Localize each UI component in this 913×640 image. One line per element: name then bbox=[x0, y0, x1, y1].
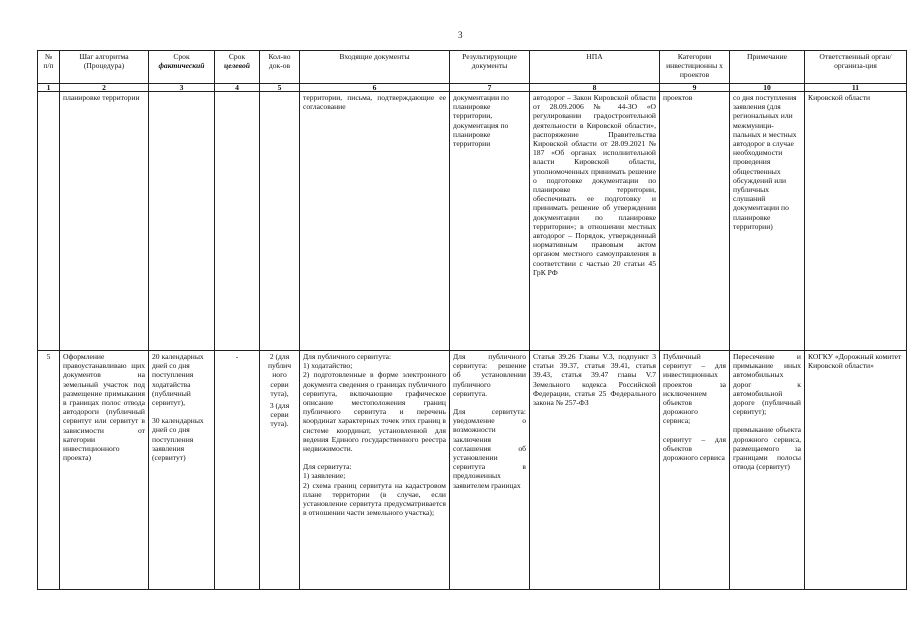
header-row bbox=[38, 51, 907, 84]
header-npa: НПА bbox=[530, 51, 660, 84]
header-note: Примечание bbox=[730, 51, 805, 84]
cell-doc-count bbox=[260, 351, 300, 590]
col-number: 6 bbox=[300, 84, 450, 92]
cell-srok-cel: - bbox=[215, 351, 260, 590]
incoming-line: 2) схема границ сервитута на кадастровом плане территории (в случае, если установление сервитута предусматривается в отношении части земельного участка); bbox=[303, 480, 446, 518]
cell-srok-cel bbox=[215, 92, 260, 351]
cell-npa: автодорог – Закон Кировской области от 28.09.2006 № 44-ЗО «О регулировании градостроительной деятельности в Кировской области», распоряжение Правительства Кировской области от 28.09.2021 № 187 «Об органах исполнительной власти Кировской области, уполномоченных принимать решение о подготовке документации по планировке территории, обеспечивать ее подготовку и принимать решение об утверждении документации по планировке территории»; в отношении местных автодорог – Порядок, утвержденный нормативным правовым актом органом местного самоуправления в соответствии с частью 20 статьи 45 ГрК РФ bbox=[530, 92, 660, 351]
header-srok-fact: Срок фактический bbox=[149, 51, 215, 84]
header-categories: Категории инвестиционны х проектов bbox=[660, 51, 730, 84]
cell-step: планировке территории bbox=[60, 92, 149, 351]
col-number: 8 bbox=[530, 84, 660, 92]
cell-category bbox=[660, 351, 730, 590]
category-line: сервитут – для объектов дорожного сервиса bbox=[663, 434, 726, 463]
srok-fact-line: 30 календарных дней со дня поступления заявления (сервитут) bbox=[152, 416, 204, 463]
cell-step: Оформление правоустанавливаю щих документов на земельный участок под размещение примыкания в границах полос отвода автодороги (публичный сервитут или сервитут в зависимости от категории инвестиционного проекта) bbox=[60, 351, 149, 590]
header-org: Ответственный орган/организа-ция bbox=[805, 51, 907, 84]
category-line: Публичный сервитут – для инвестиционных проектов за исключением объектов дорожного сервиса; bbox=[663, 352, 726, 426]
cell-num: 5 bbox=[38, 351, 60, 590]
col-number: 7 bbox=[450, 84, 530, 92]
header-srok-cel: Срок целевой bbox=[215, 51, 260, 84]
col-number: 9 bbox=[660, 84, 730, 92]
incoming-line: 1) ходатайство; bbox=[303, 361, 353, 371]
cell-category: проектов bbox=[660, 92, 730, 351]
result-line: Для публичного сервитута: решение об установлении публичного сервитута. bbox=[453, 352, 526, 398]
cell-note: со дня поступления заявления (для региональных или межмуници-пальных и местных автодорог в случае необходимости проведения общественных обсуждений или публичных слушаний документации по планировке территории) bbox=[730, 92, 805, 351]
header-doc-count: Кол-во док-ов bbox=[260, 51, 300, 84]
cell-incoming-docs bbox=[300, 351, 450, 590]
doc-count-line: 2 (для публич ного серви тута), bbox=[267, 352, 292, 398]
col-number: 11 bbox=[805, 84, 907, 92]
header-num: № п/п bbox=[38, 51, 60, 84]
incoming-line: Для сервитута: bbox=[303, 462, 352, 472]
col-number: 4 bbox=[215, 84, 260, 92]
col-number: 5 bbox=[260, 84, 300, 92]
cell-srok-fact bbox=[149, 351, 215, 590]
col-number: 3 bbox=[149, 84, 215, 92]
note-line: примыкание объекта дорожного сервиса, размещаемого за границами полосы отвода (сервитут) bbox=[733, 425, 801, 472]
page-number: 3 bbox=[458, 30, 463, 40]
srok-fact-line: 20 календарных дней со дня поступления ходатайства (публичный сервитут), bbox=[152, 352, 204, 408]
cell-doc-count bbox=[260, 92, 300, 351]
result-line: Для сервитута: уведомление о возможности заключения соглашения об установлении сервитута в предложенных заявителем границах bbox=[453, 407, 526, 490]
col-number: 10 bbox=[730, 84, 805, 92]
note-line: Пересечение и примыкание иных автомобильных дорог к автомобильной дороге (публичный сервитут); bbox=[733, 352, 801, 417]
table-row bbox=[38, 92, 907, 351]
procedure-table bbox=[37, 50, 907, 590]
cell-npa: Статья 39.26 Главы V.3, подпункт 3 статьи 39.37, статья 39.41, статья 39.43, статья 39.47 главы V.7 Земельного кодекса Российской Федерации, статья 25 Федерального закона № 257-ФЗ bbox=[530, 351, 660, 590]
cell-note bbox=[730, 351, 805, 590]
incoming-line: Для публичного сервитута: bbox=[303, 352, 392, 361]
doc-count-line: 3 (для серви тута). bbox=[269, 401, 290, 429]
incoming-line: 1) заявление; bbox=[303, 471, 346, 481]
incoming-line: 2) подготовленные в форме электронного документа сведения о границах публичного сервитута, включающие графическое описание местоположения границ публичного сервитута и перечень координат характерных точек этих границ в системе координат, установленной для ведения Единого государственного реестра недвижимости. bbox=[303, 370, 446, 454]
column-number-row bbox=[38, 84, 907, 92]
cell-incoming-docs: территории, письма, подтверждающие ее согласование bbox=[300, 92, 450, 351]
cell-org: Кировской области bbox=[805, 92, 907, 351]
cell-num bbox=[38, 92, 60, 351]
col-number: 1 bbox=[38, 84, 60, 92]
header-result-docs: Результирующие документы bbox=[450, 51, 530, 84]
header-incoming-docs: Входящие документы bbox=[300, 51, 450, 84]
cell-org: КОГКУ «Дорожный комитет Кировской области» bbox=[805, 351, 907, 590]
header-step: Шаг алгоритма (Процедура) bbox=[60, 51, 149, 84]
cell-srok-fact bbox=[149, 92, 215, 351]
cell-result-docs: документации по планировке территории, документация по планировке территории bbox=[450, 92, 530, 351]
cell-result-docs bbox=[450, 351, 530, 590]
col-number: 2 bbox=[60, 84, 149, 92]
table-row bbox=[38, 351, 907, 590]
